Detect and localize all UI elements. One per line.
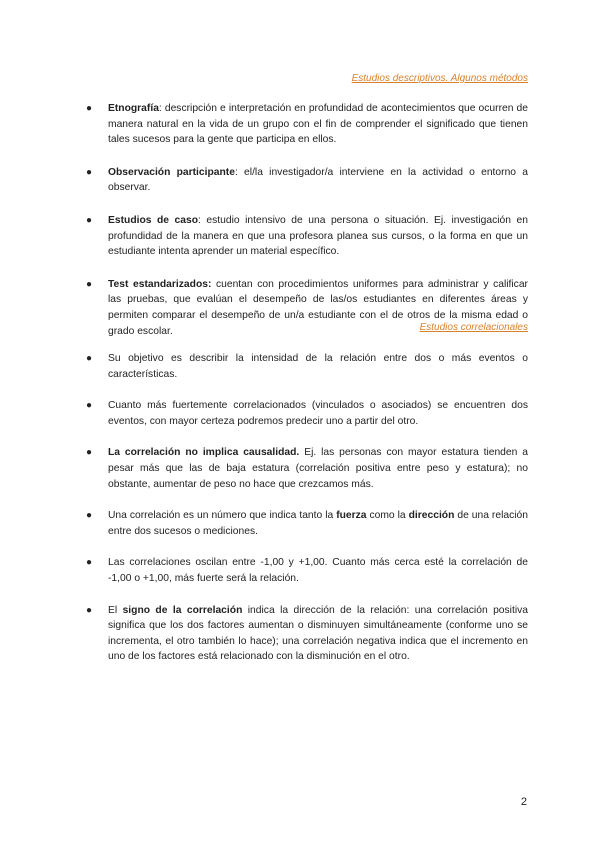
list-item-text: Cuanto más fuertemente correlacionados (vinculados o asociados) se encuentren dos eventos, con mayor certeza podremos predecir uno a partir del otro.	[108, 400, 528, 427]
list-item	[86, 398, 528, 429]
list-item-text: Las correlaciones oscilan entre -1,00 y +1,00. Cuanto más cerca esté la correlación de -1,00 o +1,00, más fuerte será la relación.	[108, 557, 528, 584]
list-item	[86, 445, 528, 492]
bullet-icon: ●	[86, 400, 93, 412]
list-item	[86, 555, 528, 586]
list-item-text: Su objetivo es describir la intensidad de la relación entre dos o más eventos o características.	[108, 353, 528, 380]
bullet-icon: ●	[86, 214, 93, 226]
list-item	[86, 351, 528, 382]
bullet-icon: ●	[86, 447, 93, 459]
bullet-icon: ●	[86, 510, 93, 522]
list-item-term: Observación participante	[108, 166, 235, 178]
bullet-icon: ●	[86, 557, 93, 569]
list-item	[86, 603, 528, 665]
list-item-text-pre: El	[108, 604, 123, 616]
page-number: 2	[520, 796, 527, 808]
list-item-term: Test estandarizados:	[108, 278, 212, 290]
list-item-term-strength: fuerza	[336, 510, 367, 522]
section-heading-descriptive: Estudios descriptivos. Algunos métodos	[351, 73, 528, 84]
section-heading-correlational: Estudios correlacionales	[419, 322, 528, 333]
list-item-text-pre: Una correlación es un número que indica tanto la	[108, 510, 337, 522]
bullet-icon: ●	[86, 103, 93, 114]
list-item	[86, 165, 528, 196]
list-item-text: Ej. las personas con mayor estatura tienden a pesar más que las de baja estatura (correlación positiva entre peso y estatura); no obstante, aumentar de peso no hace que crezcamos más.	[108, 447, 528, 490]
list-item	[86, 508, 528, 539]
correlational-list	[86, 351, 528, 681]
list-item-text: indica la dirección de la relación: una correlación positiva significa que los dos factores aumentan o disminuyen simultáneamente (conforme uno se incrementa, el otro también lo hace); una correlación negativa indica que el incremento en uno de los factores está relacionado con la disminución en el otro.	[108, 604, 528, 663]
list-item-term-direction: dirección	[408, 510, 455, 522]
list-item-text: : descripción e interpretación en profundidad de acontecimientos que ocurren de manera natural en la vida de un grupo con el fin de comprender el significado que tienen tales sucesos para la gente que participa en ellos.	[108, 103, 528, 146]
bullet-icon: ●	[86, 166, 93, 178]
list-item	[86, 101, 528, 148]
list-item-text-mid: como la	[366, 510, 409, 522]
bullet-icon: ●	[86, 604, 93, 616]
list-item	[86, 213, 528, 260]
list-item-text: : el/la investigador/a interviene en la actividad o entorno a observar.	[108, 166, 528, 194]
bullet-icon: ●	[86, 353, 93, 364]
list-item-text: cuentan con procedimientos uniformes para administrar y calificar las pruebas, que evalúan el desempeño de las/os estudiantes en diferentes áreas y permiten comparar el desempeño de un/a estudiante con el de otros de la misma edad o grado escolar.	[108, 278, 528, 337]
list-item-term: Etnografía	[108, 103, 159, 114]
descriptive-methods-list	[86, 101, 528, 356]
bullet-icon: ●	[86, 278, 93, 290]
list-item-term: La correlación no implica causalidad.	[108, 447, 300, 459]
list-item-text-post: de una relación entre dos sucesos o mediciones.	[108, 510, 528, 537]
list-item-text: : estudio intensivo de una persona o situación. Ej. investigación en profundidad de la manera en que una profesora planea sus cursos, o la forma en que un estudiante intenta aprender un material específico.	[108, 214, 528, 258]
list-item-term: Estudios de caso	[108, 214, 199, 226]
list-item-term: signo de la correlación	[122, 604, 243, 616]
